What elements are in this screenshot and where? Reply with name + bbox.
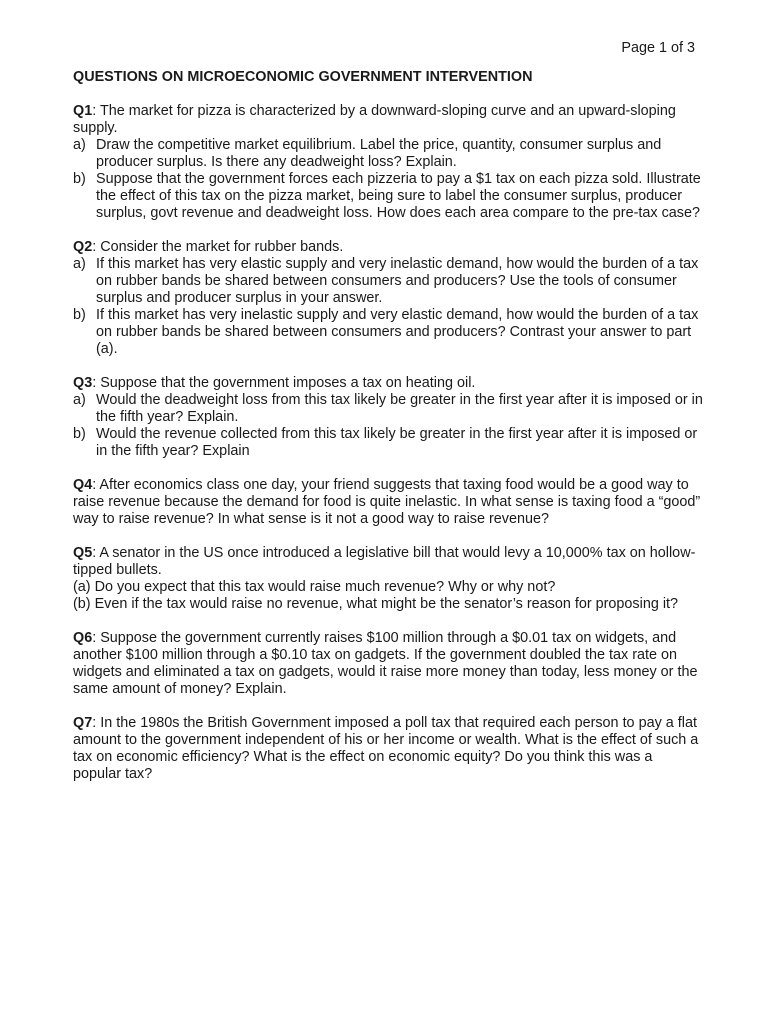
part-letter: a) bbox=[73, 392, 86, 408]
part-letter: b) bbox=[73, 307, 86, 323]
question-part bbox=[73, 256, 703, 307]
question-part bbox=[73, 392, 703, 426]
part-text: Would the deadweight loss from this tax likely be greater in the first year after it is imposed or in the fifth year? Explain. bbox=[96, 392, 703, 425]
question-part-line: (b) Even if the tax would raise no revenue, what might be the senator’s reason for proposing it? bbox=[73, 596, 679, 612]
part-letter: b) bbox=[73, 171, 86, 187]
question-part bbox=[73, 171, 703, 222]
question-text: : The market for pizza is characterized by a downward-sloping curve and an upward-sloping supply. bbox=[73, 103, 676, 136]
question-label: Q5 bbox=[73, 545, 93, 561]
question-text: : In the 1980s the British Government imposed a poll tax that required each person to pay a flat amount to the government independent of his or her income or wealth. What is the effect of such a tax on economic efficiency? What is the effect on economic equity? Do you think this was a popular tax? bbox=[73, 715, 699, 782]
part-text: If this market has very elastic supply and very inelastic demand, how would the burden of a tax on rubber bands be shared between consumers and producers? Use the tools of consumer surplus and producer surplus in your answer. bbox=[96, 256, 699, 306]
question-intro bbox=[73, 715, 703, 783]
question-part bbox=[73, 137, 703, 171]
question-label: Q7 bbox=[73, 715, 93, 731]
question-label: Q6 bbox=[73, 630, 93, 646]
question-intro bbox=[73, 103, 703, 137]
question-intro bbox=[73, 477, 703, 528]
document-page bbox=[73, 40, 703, 800]
question-text: : After economics class one day, your friend suggests that taxing food would be a good way to raise revenue because the demand for food is quite inelastic. In what sense is taxing food a “good” way to raise revenue? In what sense is it not a good way to raise revenue? bbox=[73, 477, 701, 527]
question-label: Q2 bbox=[73, 239, 93, 255]
question-text: : Suppose the government currently raises $100 million through a $0.01 tax on widgets, and another $100 million through a $0.10 tax on gadgets. If the government doubled the tax rate on widgets and eliminated a tax on gadgets, would it raise more money than today, less money or the same amount of money? Explain. bbox=[73, 630, 698, 697]
question-text: : Suppose that the government imposes a tax on heating oil. bbox=[92, 375, 476, 391]
question-label: Q3 bbox=[73, 375, 93, 391]
question-q6 bbox=[73, 630, 703, 698]
page-number: Page 1 of 3 bbox=[621, 40, 695, 56]
question-q3 bbox=[73, 375, 703, 460]
part-text: Would the revenue collected from this tax likely be greater in the first year after it is imposed or in the fifth year? Explain bbox=[96, 426, 698, 459]
part-letter: a) bbox=[73, 256, 86, 272]
question-intro bbox=[73, 375, 703, 392]
part-text: Suppose that the government forces each pizzeria to pay a $1 tax on each pizza sold. Illustrate the effect of this tax on the pizza market, being sure to label the consumer surplus, producer surplus, govt revenue and deadweight loss. How does each area compare to the pre-tax case? bbox=[96, 171, 701, 221]
part-letter: b) bbox=[73, 426, 86, 442]
question-text: : A senator in the US once introduced a legislative bill that would levy a 10,000% tax on hollow-tipped bullets. bbox=[73, 545, 696, 578]
part-text: Draw the competitive market equilibrium. Label the price, quantity, consumer surplus and producer surplus. Is there any deadweight loss? Explain. bbox=[96, 137, 662, 170]
question-text: : Consider the market for rubber bands. bbox=[92, 239, 344, 255]
question-q1 bbox=[73, 103, 703, 222]
question-intro bbox=[73, 545, 703, 579]
document-title: QUESTIONS ON MICROECONOMIC GOVERNMENT INTERVENTION bbox=[73, 69, 533, 85]
question-q2 bbox=[73, 239, 703, 358]
question-q4 bbox=[73, 477, 703, 528]
question-part bbox=[73, 307, 703, 358]
question-label: Q4 bbox=[73, 477, 93, 493]
question-q5 bbox=[73, 545, 703, 613]
part-letter: a) bbox=[73, 137, 86, 153]
question-part-line: (a) Do you expect that this tax would raise much revenue? Why or why not? bbox=[73, 579, 556, 595]
part-text: If this market has very inelastic supply and very elastic demand, how would the burden of a tax on rubber bands be shared between consumers and producers? Contrast your answer to part (a). bbox=[96, 307, 699, 357]
question-intro bbox=[73, 239, 703, 256]
question-intro bbox=[73, 630, 703, 698]
question-q7 bbox=[73, 715, 703, 783]
question-part bbox=[73, 426, 703, 460]
question-label: Q1 bbox=[73, 103, 93, 119]
